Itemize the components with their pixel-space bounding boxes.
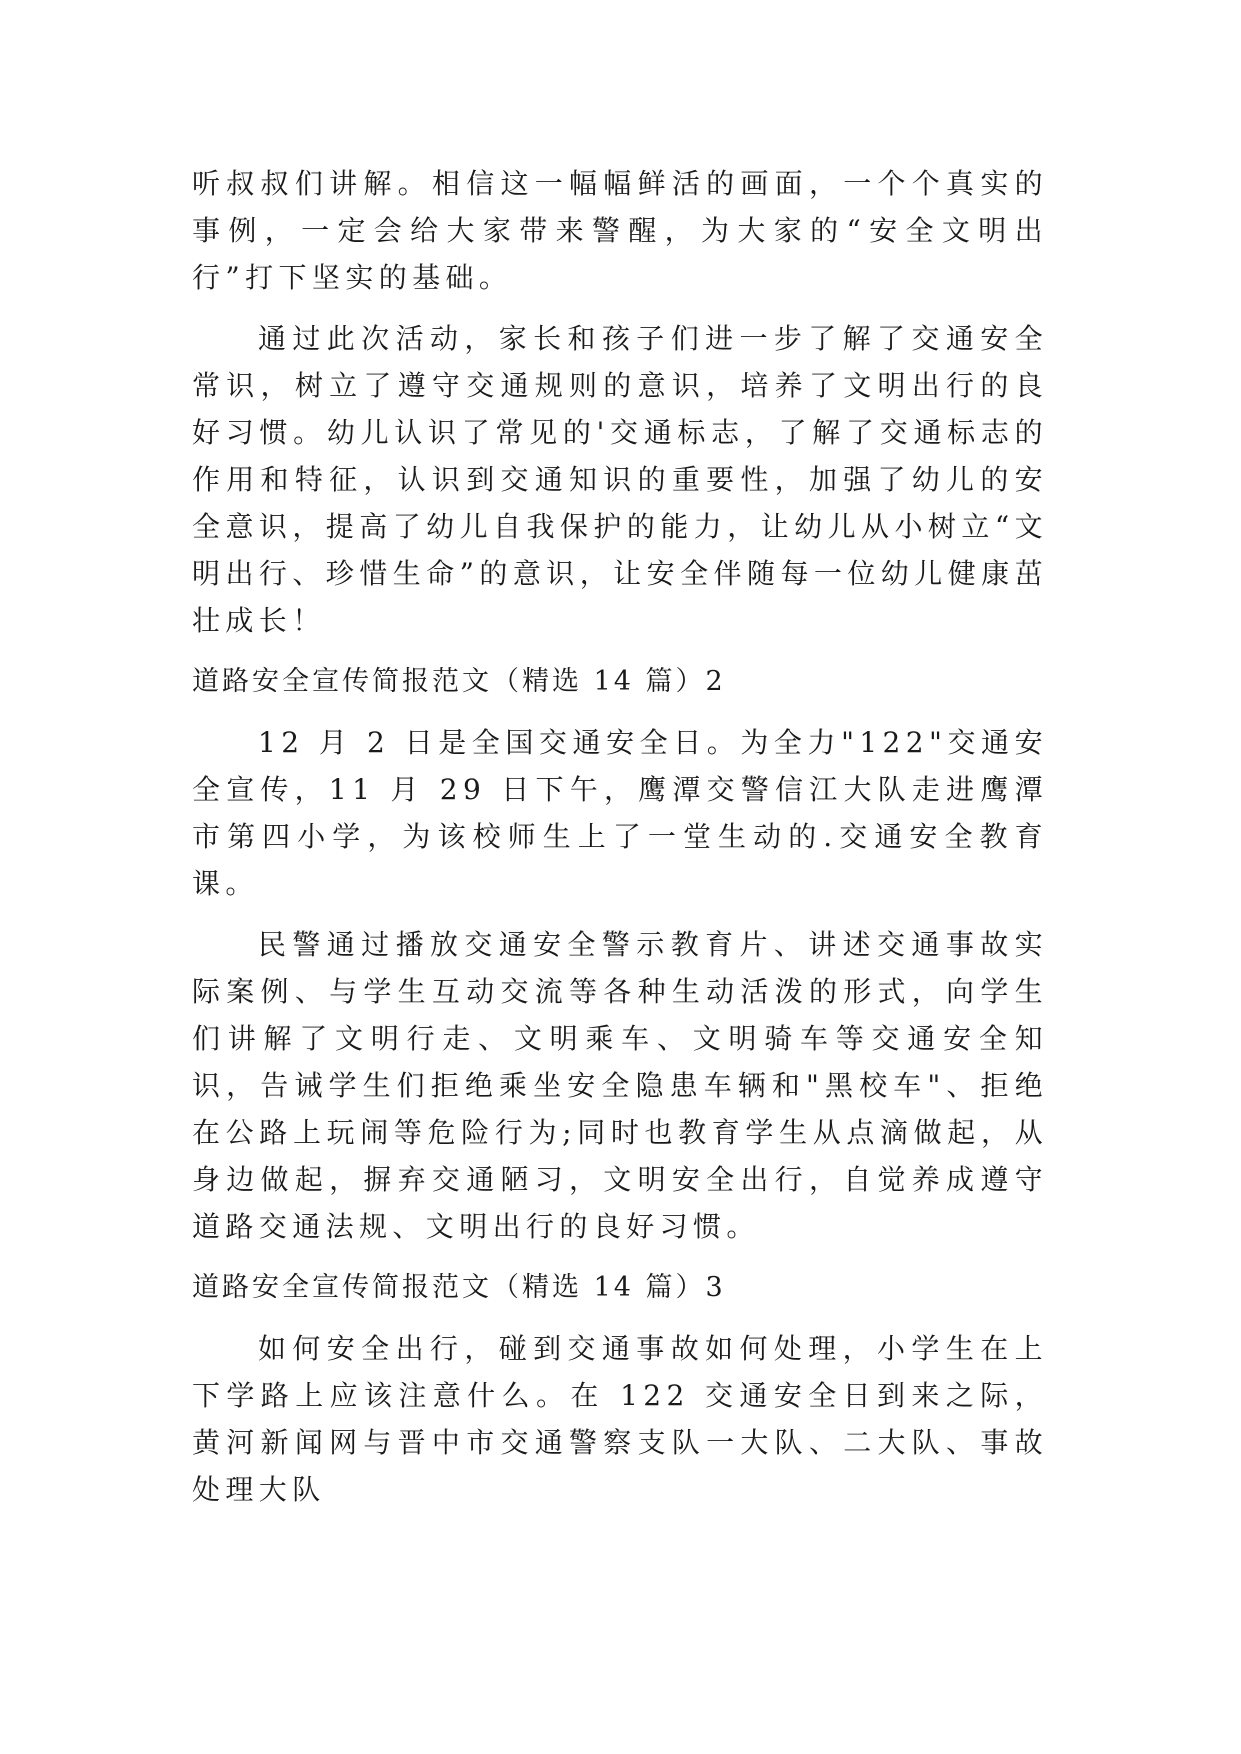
section-heading-3: 道路安全宣传简报范文（精选 14 篇）3	[192, 1272, 726, 1303]
paragraph-continuation: 听叔叔们讲解。相信这一幅幅鲜活的画面，一个个真实的事例，一定会给大家带来警醒，为大家的“安全文明出行”打下坚实的基础。	[192, 167, 1048, 294]
paragraph-police-education: 民警通过播放交通安全警示教育片、讲述交通事故实际案例、与学生互动交流等各种生动活泼的形式，向学生们讲解了文明行走、文明乘车、文明骑车等交通安全知识，告诫学生们拒绝乘坐安全隐患车辆和"黑校车"、拒绝在公路上玩闹等危险行为;同时也教育学生从点滴做起，从身边做起，摒弃交通陋习，文明安全出行，自觉养成遵守道路交通法规、文明出行的良好习惯。	[192, 928, 1048, 1243]
paragraph-safe-travel: 如何安全出行，碰到交通事故如何处理，小学生在上下学路上应该注意什么。在 122 交通安全日到来之际，黄河新闻网与晋中市交通警察支队一大队、二大队、事故处理大队	[192, 1332, 1048, 1506]
section-heading-2: 道路安全宣传简报范文（精选 14 篇）2	[192, 666, 726, 697]
paragraph-safety-day: 12 月 2 日是全国交通安全日。为全力"122"交通安全宣传，11 月 29 日下午，鹰潭交警信江大队走进鹰潭市第四小学，为该校师生上了一堂生动的.交通安全教育课。	[192, 726, 1048, 900]
paragraph-activity-summary: 通过此次活动，家长和孩子们进一步了解了交通安全常识，树立了遵守交通规则的意识，培养了文明出行的良好习惯。幼儿认识了常见的'交通标志，了解了交通标志的作用和特征，认识到交通知识的重要性，加强了幼儿的安全意识，提高了幼儿自我保护的能力，让幼儿从小树立“文明出行、珍惜生命”的意识，让安全伴随每一位幼儿健康茁壮成长！	[192, 322, 1048, 637]
